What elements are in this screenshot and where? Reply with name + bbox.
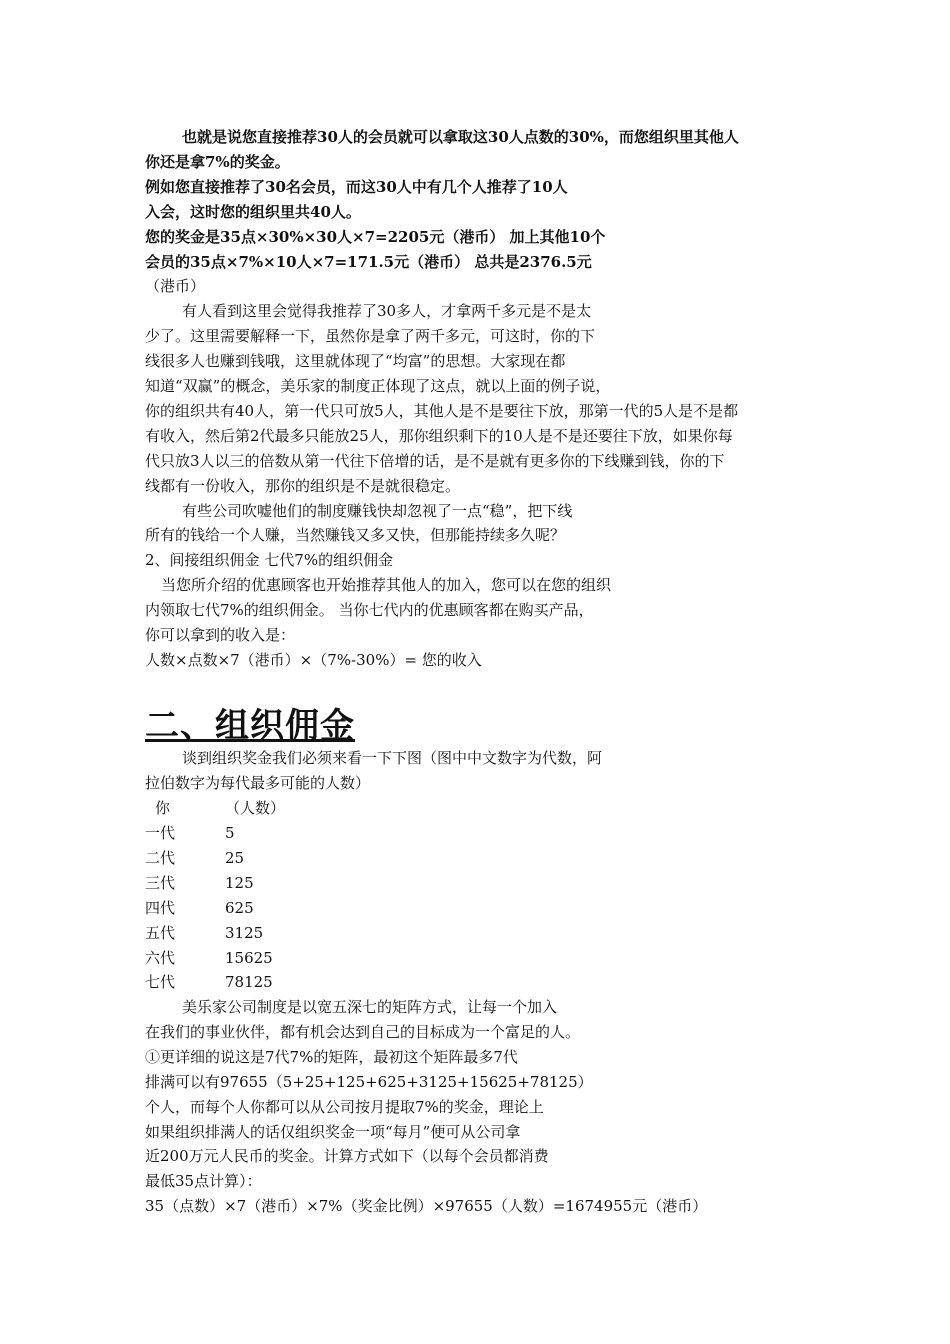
generation-count: 5	[225, 824, 235, 842]
paragraph-line: 您的奖金是35点×30%×30人×7=2205元（港币） 加上其他10个	[145, 227, 606, 246]
generation-count: 78125	[225, 973, 273, 992]
generation-row	[145, 946, 273, 970]
matrix-line: 35（点数）×7（港币）×7%（奖金比例）×97655（人数）=1674955元（港币）	[145, 1197, 708, 1216]
generation-label: 二代	[145, 848, 176, 867]
generation-label: 七代	[145, 973, 176, 992]
generation-row	[145, 871, 254, 895]
matrix-line: ①更详细的说这是7代7%的矩阵，最初这个矩阵最多7代	[145, 1047, 518, 1066]
paragraph-line: 入会，这时您的组织里共40人。	[145, 202, 361, 221]
header-count: （人数）	[225, 799, 286, 817]
generation-row	[145, 970, 273, 994]
matrix-line: 美乐家公司制度是以宽五深七的矩阵方式，让每一个加入	[182, 998, 558, 1016]
intro-line: 拉伯数字为每代最多可能的人数）	[145, 773, 371, 792]
generation-label: 五代	[145, 923, 176, 942]
paragraph-line: 会员的35点×7%×10人×7=171.5元（港币） 总共是2376.5元	[145, 252, 592, 271]
matrix-line: 在我们的事业伙伴，都有机会达到自己的目标成为一个富足的人。	[145, 1022, 581, 1041]
matrix-line: 如果组织排满人的话仅组织奖金一项“每月”便可从公司拿	[145, 1122, 521, 1141]
paragraph-line: 当您所介绍的优惠顾客也开始推荐其他人的加入，您可以在您的组织	[161, 576, 612, 595]
intro-line: 谈到组织奖金我们必须来看一下下图（图中中文数字为代数，阿	[182, 749, 603, 767]
header-you: 你	[155, 799, 171, 817]
paragraph-line: 线都有一份收入，那你的组织是不是就很稳定。	[145, 476, 461, 495]
paragraph-line: 你还是拿7%的奖金。	[145, 152, 290, 171]
generation-label: 三代	[145, 873, 176, 892]
generation-row	[145, 821, 235, 845]
paragraph-line: 你可以拿到的收入是：	[145, 626, 296, 644]
generation-row	[145, 921, 263, 945]
paragraph-line: 也就是说您直接推荐30人的会员就可以拿取这30人点数的30%，而您组织里其他人	[182, 128, 739, 146]
matrix-line: 近200万元人民币的奖金。计算方式如下（以每个会员都消费	[145, 1147, 549, 1166]
paragraph-line: 人数×点数×7（港币）×（7%-30%）= 您的收入	[145, 650, 482, 669]
paragraph-line: 有些公司吹嘘他们的制度赚钱快却忽视了一点“稳”，把下线	[182, 501, 573, 520]
paragraph-line: 2、间接组织佣金 七代7%的组织佣金	[145, 551, 394, 570]
generation-table-header	[145, 796, 285, 820]
paragraph-line: 你的组织共有40人，第一代只可放5人，其他人是不是要往下放，那第一代的5人是不是都	[145, 401, 739, 420]
generation-count: 15625	[225, 948, 273, 967]
paragraph-line: 有人看到这里会觉得我推荐了30多人，才拿两千多元是不是太	[182, 302, 592, 321]
matrix-line: 最低35点计算）：	[145, 1172, 262, 1191]
generation-count: 3125	[225, 923, 264, 942]
paragraph-line: 代只放3人以三的倍数从第一代往下倍增的话，是不是就有更多你的下线赚到钱，你的下	[145, 451, 725, 470]
generation-count: 625	[225, 898, 254, 917]
paragraph-line: 有收入，然后第2代最多只能放25人，那你组织剩下的10人是不是还要往下放，如果你每	[145, 426, 733, 445]
generation-count: 125	[225, 873, 254, 892]
matrix-line: 个人，而每个人你都可以从公司按月提取7%的奖金，理论上	[145, 1097, 544, 1116]
paragraph-line: 少了。这里需要解释一下，虽然你是拿了两千多元，可这时，你的下	[145, 327, 596, 346]
paragraph-line: 所有的钱给一个人赚，当然赚钱又多又快，但那能持续多久呢？	[145, 526, 566, 545]
paragraph-line: 知道“双赢”的概念，美乐家的制度正体现了这点，就以上面的例子说，	[145, 377, 611, 395]
generation-count: 25	[225, 848, 245, 867]
paragraph-line: （港币）	[145, 277, 206, 296]
generation-row	[145, 896, 254, 920]
paragraph-line: 例如您直接推荐了30名会员，而这30人中有几个人推荐了10人	[145, 177, 568, 196]
generation-label: 四代	[145, 898, 176, 917]
paragraph-line: 内领取七代7%的组织佣金。 当你七代内的优惠顾客都在购买产品，	[145, 601, 594, 620]
section-heading: 二、组织佣金	[145, 706, 355, 746]
generation-label: 一代	[145, 824, 176, 842]
matrix-line: 排满可以有97655（5+25+125+625+3125+15625+78125）	[145, 1072, 593, 1091]
generation-label: 六代	[145, 948, 176, 967]
generation-row	[145, 846, 244, 870]
paragraph-line: 线很多人也赚到钱哦，这里就体现了“均富”的思想。大家现在都	[145, 352, 566, 371]
